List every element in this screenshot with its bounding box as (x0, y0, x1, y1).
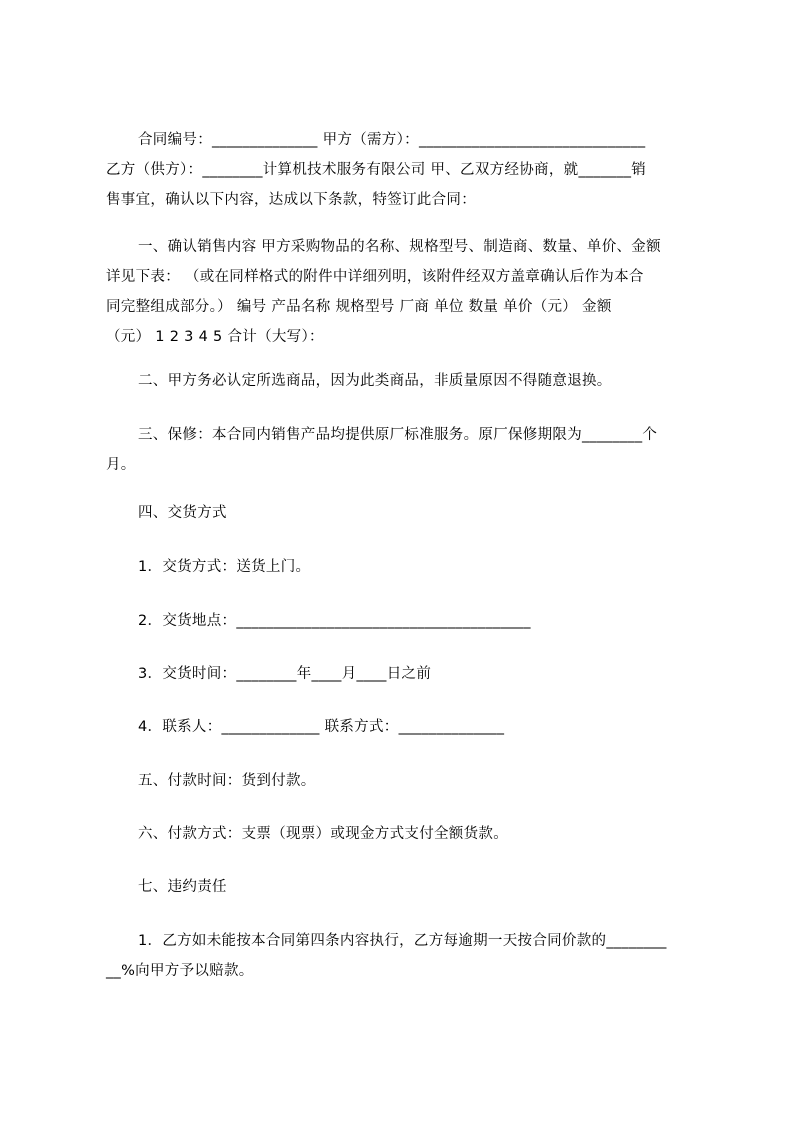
section-4-title: 四、交货方式 (138, 505, 227, 521)
intro-line-3: 售事宜，确认以下内容，达成以下条款，特签订此合同： (106, 192, 476, 208)
section-4-item-4: 4．联系人：_____________ 联系方式：______________ (138, 719, 505, 735)
section-7-item-1-line-2: __%向甲方予以赔款。 (106, 963, 254, 979)
section-3-paragraph (106, 420, 696, 480)
section-7-title: 七、违约责任 (138, 879, 227, 895)
section-4-item-2: 2．交货地点：_______________________________________ (138, 613, 531, 629)
intro-line-1: 合同编号：______________ 甲方（需方）：______________________________ (138, 132, 646, 148)
intro-paragraph (106, 125, 696, 215)
section-5-paragraph: 五、付款时间：货到付款。 (138, 773, 316, 789)
section-4-item-1: 1．交货方式：送货上门。 (138, 559, 311, 575)
section-7-item-1 (106, 926, 696, 986)
section-1-line-4: （元） 1 2 3 4 5 合计（大写）： (106, 329, 324, 345)
section-1-line-1: 一、确认销售内容 甲方采购物品的名称、规格型号、制造商、数量、单价、金额 (138, 239, 661, 255)
section-1-line-2: 详见下表： （或在同样格式的附件中详细列明，该附件经双方盖章确认后作为本合 (106, 269, 644, 285)
intro-line-2: 乙方（供方）：________计算机技术服务有限公司 甲、乙双方经协商，就_______销 (106, 162, 647, 178)
section-2-paragraph: 二、甲方务必认定所选商品，因为此类商品，非质量原因不得随意退换。 (138, 373, 612, 389)
section-7-item-1-line-1: 1．乙方如未能按本合同第四条内容执行，乙方每逾期一天按合同价款的________ (138, 933, 667, 949)
section-6-paragraph: 六、付款方式：支票（现票）或现金方式支付全额货款。 (138, 826, 508, 842)
section-3-line-1: 三、保修：本合同内销售产品均提供原厂标准服务。原厂保修期限为________个 (138, 427, 658, 443)
section-1-paragraph (106, 232, 696, 352)
section-3-line-2: 月。 (106, 457, 136, 473)
section-1-line-3: 同完整组成部分。） 编号 产品名称 规格型号 厂商 单位 数量 单价（元） 金额 (106, 299, 612, 315)
section-4-item-3: 3．交货时间：________年____月____日之前 (138, 666, 432, 682)
